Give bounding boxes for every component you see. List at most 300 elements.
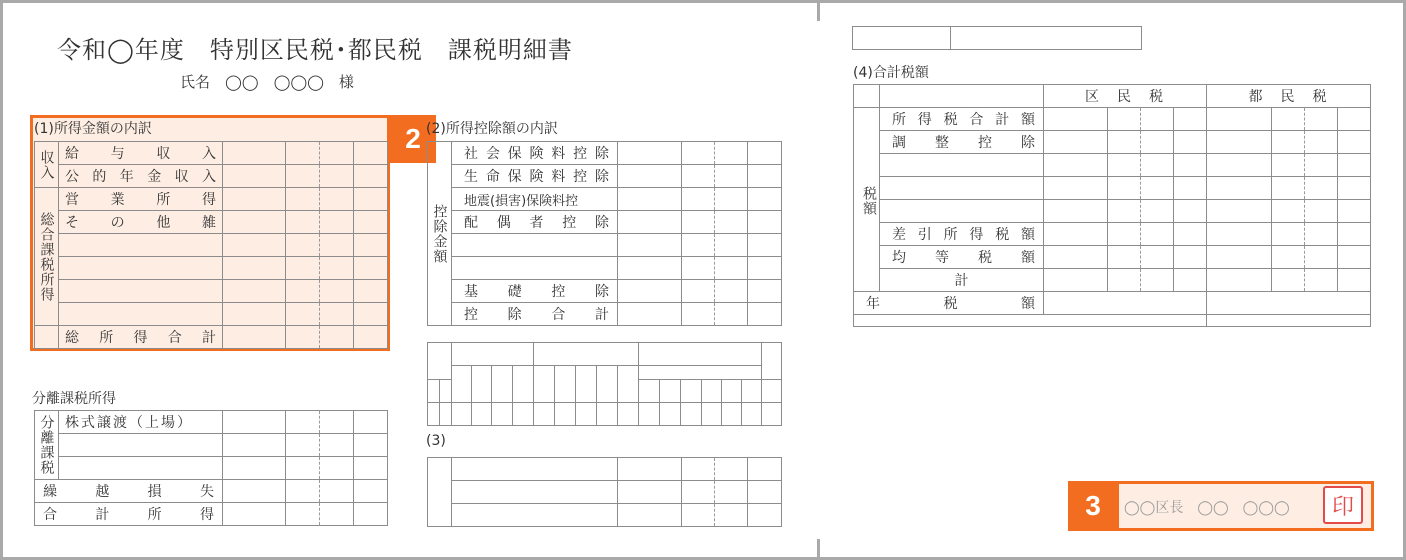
value-cell[interactable] [682,234,715,257]
value-cell[interactable] [618,458,682,481]
value-cell[interactable] [223,503,286,526]
value-cell[interactable] [1338,223,1371,246]
value-cell[interactable] [286,165,320,188]
table-row [854,177,1371,200]
row-label [880,177,1044,200]
value-cell[interactable] [1305,154,1338,177]
value-cell[interactable] [618,257,682,280]
value-cell[interactable] [354,411,388,434]
value-cell[interactable] [682,303,715,326]
grid-cell[interactable] [513,403,534,426]
value-cell[interactable] [1044,177,1108,200]
table-row [428,481,782,504]
table-row [35,457,388,480]
table-row [854,108,1371,131]
value-cell[interactable] [1305,246,1338,269]
total-income-label: 合 計 所 得 [35,503,223,526]
value-cell[interactable] [618,504,682,527]
value-cell[interactable] [618,303,682,326]
value-cell[interactable] [1338,200,1371,223]
table-row [428,458,782,481]
row-label [880,154,1044,177]
value-cell[interactable] [1207,269,1272,292]
section3-title: (3) [426,433,446,449]
value-cell[interactable] [286,326,320,349]
total-tax-table [853,84,1371,327]
spacer-cell [35,326,59,349]
value-cell[interactable] [320,411,354,434]
value-cell[interactable] [1174,223,1207,246]
value-cell[interactable] [320,303,354,326]
value-cell[interactable] [354,503,388,526]
value-cell[interactable] [1207,200,1272,223]
table-row [35,411,388,434]
grid-cell[interactable] [762,403,782,426]
value-cell[interactable] [223,257,286,280]
table-row [428,234,782,257]
value-cell[interactable] [1207,154,1272,177]
table-row [35,434,388,457]
value-cell[interactable] [286,457,320,480]
grid-cell[interactable] [618,366,639,403]
value-cell[interactable] [223,142,286,165]
grid-cell[interactable] [534,343,639,366]
value-cell[interactable] [1174,269,1207,292]
grid-cell[interactable] [576,403,597,426]
row-label: 所得税合計額 [880,108,1044,131]
value-cell[interactable] [1305,269,1338,292]
section4-title: (4)合計税額 [853,65,929,81]
table-row [35,503,388,526]
value-cell[interactable] [286,257,320,280]
value-cell[interactable] [1141,269,1174,292]
value-cell[interactable] [748,165,782,188]
value-cell[interactable] [1207,131,1272,154]
value-cell[interactable] [320,457,354,480]
value-cell[interactable] [1108,154,1141,177]
grid-cell[interactable] [597,403,618,426]
table-row [428,257,782,280]
box-cell[interactable] [853,27,951,50]
grid-cell[interactable] [534,403,555,426]
blank-grid-table [427,342,782,426]
row-label: 株式譲渡（上場） [59,411,223,434]
table-row [854,269,1371,292]
value-cell[interactable] [354,257,388,280]
value-cell[interactable] [748,458,782,481]
table-row [428,403,782,426]
income-group-label: 収入 [35,142,59,188]
value-cell[interactable] [1305,177,1338,200]
value-cell[interactable] [1141,223,1174,246]
grid-cell[interactable] [513,366,534,403]
value-cell[interactable] [320,142,354,165]
grid-cell[interactable] [428,343,452,380]
value-cell[interactable] [354,165,388,188]
table-row [35,257,388,280]
value-cell[interactable] [682,458,715,481]
value-cell[interactable] [1207,177,1272,200]
value-cell[interactable] [1108,200,1141,223]
value-cell[interactable] [1044,131,1108,154]
value-cell[interactable] [1338,177,1371,200]
value-cell[interactable] [715,257,748,280]
value-cell[interactable] [354,303,388,326]
section2-title: (2)所得控除額の内訳 [426,121,558,137]
mayor-name: ◯◯区長 ◯◯ ◯◯◯ [1124,500,1290,516]
value-cell[interactable] [223,165,286,188]
value-cell[interactable] [618,211,682,234]
grid-cell[interactable] [681,403,702,426]
value-cell[interactable] [618,188,682,211]
grid-cell[interactable] [428,403,440,426]
value-cell[interactable] [682,504,715,527]
value-cell[interactable] [1108,269,1141,292]
grid-cell[interactable] [492,366,513,403]
value-cell[interactable] [286,188,320,211]
grid-cell[interactable] [440,403,452,426]
table-row [428,366,782,380]
row-label: 調 整 控 除 [880,131,1044,154]
deduction-group-label: 控除金額 [428,142,452,326]
grid-cell[interactable] [492,403,513,426]
grid-cell[interactable] [722,380,742,403]
row-label: 社会保険料控除 [452,142,618,165]
value-cell[interactable] [1207,292,1371,315]
group-cell [428,458,452,527]
spacer-cell [1207,315,1371,327]
value-cell[interactable] [1108,246,1141,269]
value-cell[interactable] [286,280,320,303]
value-cell[interactable] [1338,269,1371,292]
value-cell[interactable] [1108,108,1141,131]
value-cell[interactable] [223,434,286,457]
value-cell[interactable] [286,411,320,434]
value-cell[interactable] [1174,200,1207,223]
value-cell[interactable] [320,234,354,257]
spacer-cell [854,315,1207,327]
value-cell[interactable] [286,234,320,257]
grid-cell[interactable] [762,380,782,403]
row-label: そ の 他 雑 [59,211,223,234]
table-row [428,165,782,188]
table-row [854,246,1371,269]
table-row [428,504,782,527]
row-label: 公的年金収入 [59,165,223,188]
value-cell[interactable] [1207,246,1272,269]
value-cell[interactable] [286,211,320,234]
value-cell[interactable] [748,303,782,326]
value-cell[interactable] [715,458,748,481]
value-cell[interactable] [748,504,782,527]
value-cell[interactable] [223,188,286,211]
separate-group-label: 分離課税 [35,411,59,480]
row-label: 配 偶 者 控 除 [452,211,618,234]
value-cell[interactable] [1174,131,1207,154]
row-label: 生命保険料控除 [452,165,618,188]
value-cell[interactable] [1174,108,1207,131]
seal-stamp: 印 [1323,486,1363,524]
value-cell[interactable] [1338,246,1371,269]
row-label [452,458,618,481]
value-cell[interactable] [354,211,388,234]
value-cell[interactable] [354,280,388,303]
value-cell[interactable] [223,480,286,503]
table-row [35,211,388,234]
value-cell[interactable] [320,188,354,211]
value-cell[interactable] [1174,246,1207,269]
value-cell[interactable] [1272,246,1305,269]
grid-cell[interactable] [702,403,722,426]
value-cell[interactable] [1044,292,1207,315]
grid-cell[interactable] [702,380,722,403]
value-cell[interactable] [748,188,782,211]
grid-cell[interactable] [639,343,762,366]
table-row [35,303,388,326]
value-cell[interactable] [715,188,748,211]
grid-cell[interactable] [597,366,618,403]
value-cell[interactable] [1338,131,1371,154]
table-row [854,154,1371,177]
table-row [35,280,388,303]
grid-cell[interactable] [428,380,440,403]
value-cell[interactable] [1044,223,1108,246]
row-label [452,234,618,257]
value-cell[interactable] [1272,223,1305,246]
value-cell[interactable] [1305,200,1338,223]
value-cell[interactable] [223,411,286,434]
row-label: 給 与 収 入 [59,142,223,165]
value-cell[interactable] [748,257,782,280]
value-cell[interactable] [286,303,320,326]
value-cell[interactable] [1305,131,1338,154]
value-cell[interactable] [1305,108,1338,131]
value-cell[interactable] [1044,108,1108,131]
section3-table [427,457,782,527]
value-cell[interactable] [715,504,748,527]
value-cell[interactable] [354,326,388,349]
row-label [452,481,618,504]
metro-tax-header: 都 民 税 [1207,85,1371,108]
separate-tax-title: 分離課税所得 [32,391,116,407]
grid-cell[interactable] [472,366,492,403]
carry-loss-label: 繰 越 損 失 [35,480,223,503]
grid-cell[interactable] [722,403,742,426]
row-label [59,234,223,257]
grid-cell[interactable] [452,366,472,403]
grid-cell[interactable] [576,366,597,403]
value-cell[interactable] [1141,246,1174,269]
value-cell[interactable] [320,480,354,503]
row-label: 差引所得税額 [880,223,1044,246]
grid-cell[interactable] [660,380,681,403]
value-cell[interactable] [1108,177,1141,200]
value-cell[interactable] [320,503,354,526]
row-label [452,257,618,280]
value-cell[interactable] [618,142,682,165]
value-cell[interactable] [286,480,320,503]
value-cell[interactable] [354,434,388,457]
table-row [428,188,782,211]
grid-cell[interactable] [452,403,472,426]
value-cell[interactable] [618,234,682,257]
top-right-box [852,26,1142,50]
callout-badge-2: 2 [390,115,436,163]
value-cell[interactable] [682,142,715,165]
row-label [59,303,223,326]
grid-cell[interactable] [681,380,702,403]
value-cell[interactable] [618,481,682,504]
value-cell[interactable] [223,280,286,303]
table-row [35,142,388,165]
value-cell[interactable] [320,280,354,303]
value-cell[interactable] [715,211,748,234]
box-cell[interactable] [951,27,1142,50]
value-cell[interactable] [1272,269,1305,292]
value-cell[interactable] [715,142,748,165]
table-row [853,27,1142,50]
value-cell[interactable] [354,188,388,211]
taxpayer-name: 氏名 ◯◯ ◯◯◯ 様 [180,73,354,91]
table-row [35,234,388,257]
grid-cell[interactable] [440,380,452,403]
row-label [452,504,618,527]
value-cell[interactable] [715,165,748,188]
value-cell[interactable] [1207,108,1272,131]
value-cell[interactable] [618,280,682,303]
value-cell[interactable] [682,188,715,211]
value-cell[interactable] [1174,177,1207,200]
value-cell[interactable] [1272,177,1305,200]
value-cell[interactable] [748,234,782,257]
grid-cell[interactable] [762,343,782,380]
grid-cell[interactable] [618,403,639,426]
value-cell[interactable] [354,457,388,480]
row-label [59,457,223,480]
grid-cell[interactable] [555,366,576,403]
value-cell[interactable] [1141,108,1174,131]
value-cell[interactable] [1141,200,1174,223]
value-cell[interactable] [223,326,286,349]
row-label [59,257,223,280]
total-label: 総 所 得 合 計 [59,326,223,349]
table-row [35,165,388,188]
table-row [854,200,1371,223]
table-row [428,211,782,234]
value-cell[interactable] [1272,108,1305,131]
fold-line [817,0,820,560]
value-cell[interactable] [320,257,354,280]
value-cell[interactable] [1141,177,1174,200]
value-cell[interactable] [1044,154,1108,177]
value-cell[interactable] [223,211,286,234]
value-cell[interactable] [320,211,354,234]
value-cell[interactable] [1044,269,1108,292]
value-cell[interactable] [748,211,782,234]
ward-tax-header: 区 民 税 [1044,85,1207,108]
value-cell[interactable] [715,280,748,303]
table-row [428,142,782,165]
row-label: 控 除 合 計 [452,303,618,326]
annual-tax-label: 年 税 額 [854,292,1044,315]
value-cell[interactable] [320,434,354,457]
value-cell[interactable] [354,480,388,503]
value-cell[interactable] [320,326,354,349]
row-label [59,280,223,303]
value-cell[interactable] [1108,131,1141,154]
value-cell[interactable] [1338,108,1371,131]
value-cell[interactable] [223,303,286,326]
section1-title: (1)所得金額の内訳 [34,121,152,137]
income-table [34,141,388,349]
tax-group-label: 税額 [854,108,880,292]
grid-cell[interactable] [534,366,555,403]
value-cell[interactable] [1338,154,1371,177]
value-cell[interactable] [1272,200,1305,223]
value-cell[interactable] [682,280,715,303]
value-cell[interactable] [1272,131,1305,154]
value-cell[interactable] [320,165,354,188]
row-label: 均 等 税 額 [880,246,1044,269]
value-cell[interactable] [715,303,748,326]
row-label: 営 業 所 得 [59,188,223,211]
table-row [854,292,1371,315]
value-cell[interactable] [1305,223,1338,246]
value-cell[interactable] [748,142,782,165]
value-cell[interactable] [354,234,388,257]
value-cell[interactable] [715,234,748,257]
value-cell[interactable] [1141,154,1174,177]
value-cell[interactable] [286,142,320,165]
row-label: 基 礎 控 除 [452,280,618,303]
table-row [428,280,782,303]
value-cell[interactable] [748,481,782,504]
callout-badge-3: 3 [1068,481,1118,531]
grid-cell[interactable] [639,366,762,380]
row-label [59,434,223,457]
value-cell[interactable] [682,257,715,280]
grid-cell[interactable] [555,403,576,426]
value-cell[interactable] [1207,223,1272,246]
value-cell[interactable] [286,503,320,526]
value-cell[interactable] [682,165,715,188]
grid-cell[interactable] [472,403,492,426]
value-cell[interactable] [682,211,715,234]
value-cell[interactable] [748,280,782,303]
value-cell[interactable] [715,481,748,504]
grid-cell[interactable] [639,403,660,426]
grid-cell[interactable] [452,343,534,366]
value-cell[interactable] [354,142,388,165]
value-cell[interactable] [286,434,320,457]
value-cell[interactable] [1044,200,1108,223]
value-cell[interactable] [682,481,715,504]
grid-cell[interactable] [742,403,762,426]
table-row [854,223,1371,246]
value-cell[interactable] [1141,131,1174,154]
value-cell[interactable] [223,457,286,480]
value-cell[interactable] [618,165,682,188]
value-cell[interactable] [1272,154,1305,177]
value-cell[interactable] [1044,246,1108,269]
table-row [428,303,782,326]
value-cell[interactable] [1108,223,1141,246]
value-cell[interactable] [1174,154,1207,177]
grid-cell[interactable] [742,380,762,403]
grid-cell[interactable] [639,380,660,403]
value-cell[interactable] [223,234,286,257]
grid-cell[interactable] [660,403,681,426]
